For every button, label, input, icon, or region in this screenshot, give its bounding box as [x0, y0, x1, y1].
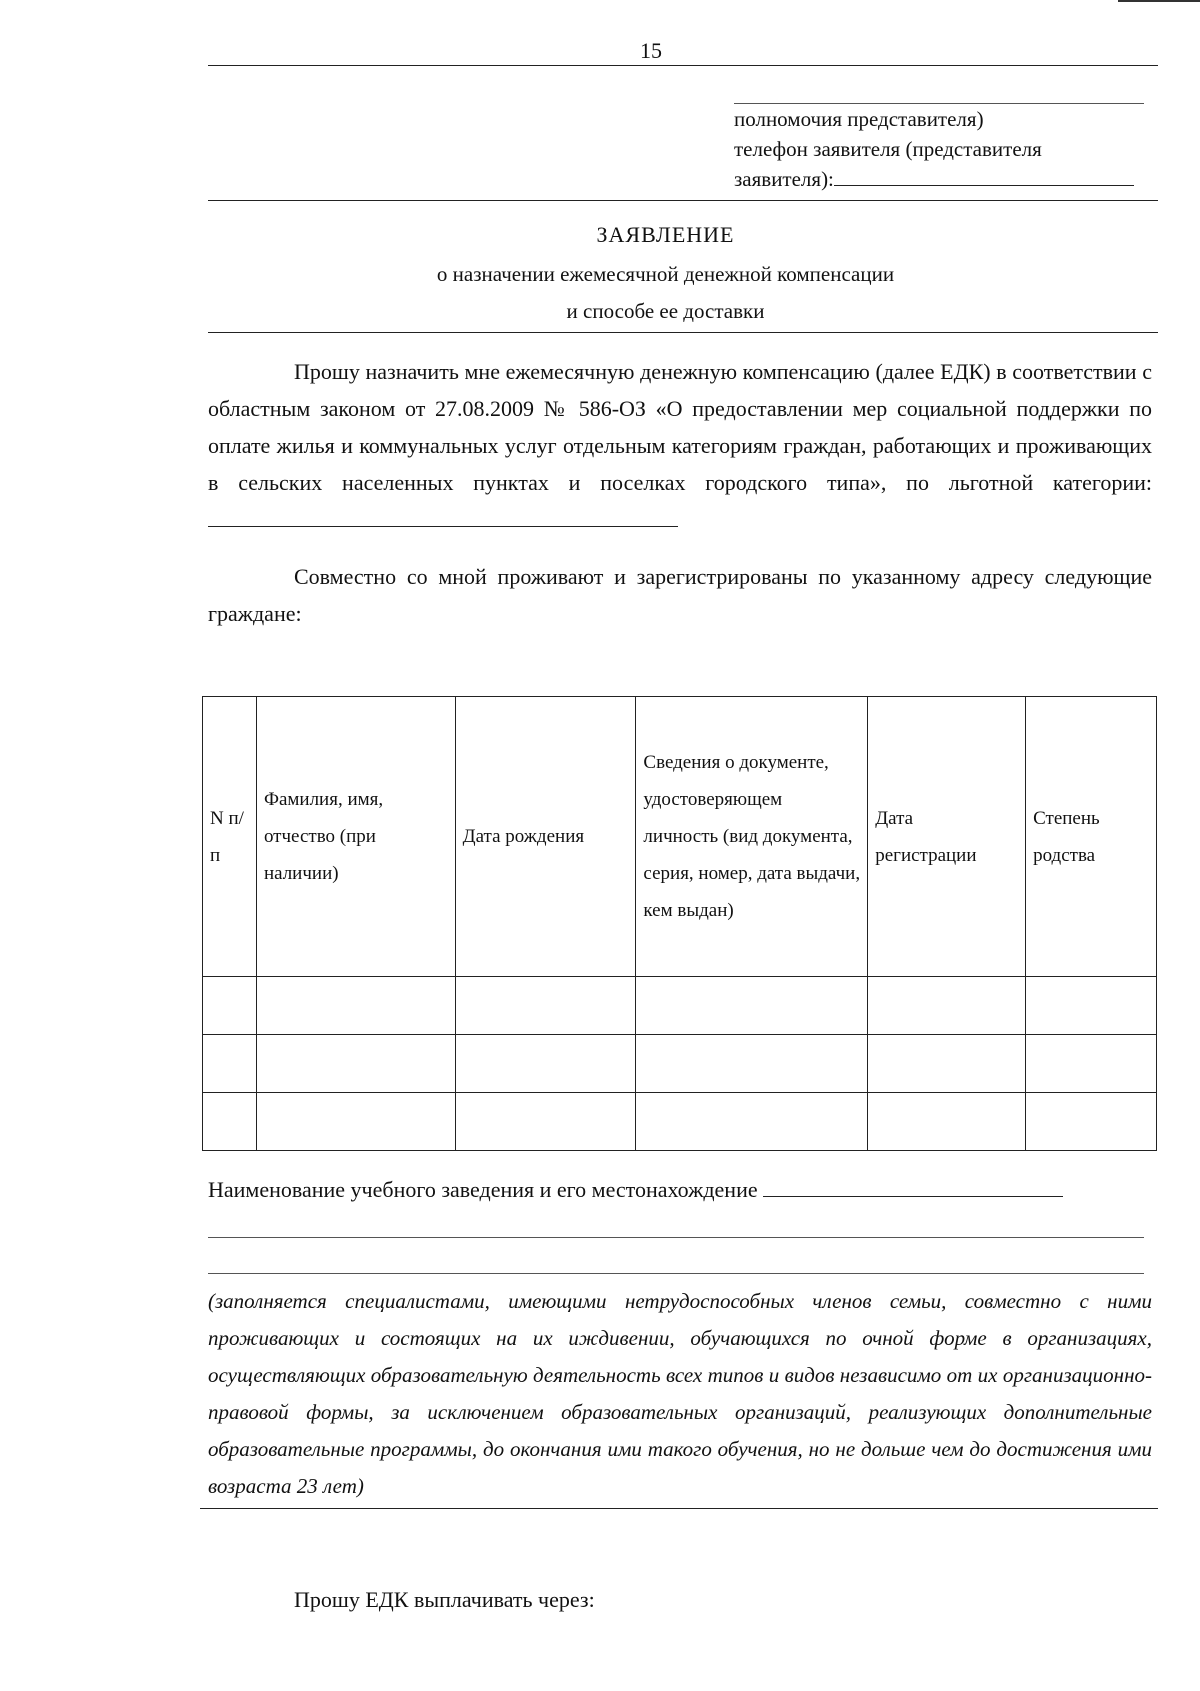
- note-rule: [200, 1508, 1158, 1509]
- document-subtitle-2: и способе ее доставки: [566, 299, 765, 323]
- section-rule-2: [208, 332, 1158, 333]
- request-text: Прошу назначить мне ежемесячную денежную компенсацию (далее ЕДК) в соответствии с областным законом от 27.08.2009 № 586-ОЗ «О предоставлении мер социальной поддержки по оплате жилья и коммунальных услуг отдельным категориям граждан, работающих и проживающих в сельских населенных пунктах и поселках городского типа», по льготной категории:: [208, 359, 1152, 495]
- cohabitants-table: [202, 696, 1157, 1151]
- institution-label: Наименование учебного заведения и его местонахождение: [208, 1177, 758, 1202]
- representative-block: [734, 104, 1134, 194]
- representative-line-3: [734, 164, 1134, 194]
- table-cell[interactable]: [1026, 977, 1157, 1035]
- table-cell[interactable]: [455, 977, 636, 1035]
- header-id-document: Сведения о документе, удостоверяющем личность (вид документа, серия, номер, дата выдачи, кем выдан): [636, 697, 868, 977]
- table-cell[interactable]: [203, 977, 257, 1035]
- request-paragraph: [208, 353, 1152, 538]
- institution-input-line[interactable]: [763, 1176, 1063, 1197]
- cohabitants-paragraph: Совместно со мной проживают и зарегистрированы по указанному адресу следующие граждане:: [208, 564, 1152, 626]
- document-title: ЗАЯВЛЕНИЕ: [596, 222, 735, 247]
- page-number: 15: [640, 38, 662, 63]
- table-row: [203, 1093, 1157, 1151]
- table-cell[interactable]: [868, 1093, 1026, 1151]
- payment-method-label: Прошу ЕДК выплачивать через:: [294, 1587, 595, 1612]
- phone-label: заявителя):: [734, 167, 834, 191]
- header-registration-date: Дата регистрации: [868, 697, 1026, 977]
- table-cell[interactable]: [256, 1035, 455, 1093]
- institution-row: [208, 1176, 1063, 1203]
- section-rule-1: [208, 200, 1158, 201]
- corner-mark: [1118, 0, 1200, 2]
- document-subtitle-1: о назначении ежемесячной денежной компенсации: [436, 262, 895, 286]
- table-cell[interactable]: [256, 977, 455, 1035]
- category-input-line[interactable]: [208, 506, 678, 527]
- table-cell[interactable]: [203, 1035, 257, 1093]
- table-row: [203, 1035, 1157, 1093]
- table-cell[interactable]: [256, 1093, 455, 1151]
- table-cell[interactable]: [1026, 1035, 1157, 1093]
- table-cell[interactable]: [868, 977, 1026, 1035]
- table-cell[interactable]: [455, 1093, 636, 1151]
- header-birth-date: Дата рождения: [455, 697, 636, 977]
- specialist-note: (заполняется специалистами, имеющими нетрудоспособных членов семьи, совместно с ними проживающих и состоящих на их иждивении, обучающихся по очной форме в организациях, осуществляющих образовательную деятельность всех типов и видов независимо от их организационно-правовой формы, за исключением образовательных организаций, реализующих дополнительные образовательные программы, до окончания ими такого обучения, но не дольше чем до достижения ими возраста 23 лет): [208, 1289, 1152, 1498]
- representative-line-1: полномочия представителя): [734, 107, 984, 131]
- phone-input-line[interactable]: [834, 165, 1134, 186]
- table-cell[interactable]: [636, 977, 868, 1035]
- table-cell[interactable]: [868, 1035, 1026, 1093]
- institution-input-line-3[interactable]: [208, 1273, 1144, 1274]
- representative-line-2: телефон заявителя (представителя: [734, 137, 1042, 161]
- table-cell[interactable]: [636, 1093, 868, 1151]
- header-number: N п/п: [203, 697, 257, 977]
- header-relationship: Степень родства: [1026, 697, 1157, 977]
- table-header-row: [203, 697, 1157, 977]
- table-cell[interactable]: [636, 1035, 868, 1093]
- table-cell[interactable]: [203, 1093, 257, 1151]
- header-rule: [208, 65, 1158, 66]
- table-cell[interactable]: [455, 1035, 636, 1093]
- header-full-name: Фамилия, имя, отчество (при наличии): [256, 697, 455, 977]
- institution-input-line-2[interactable]: [208, 1237, 1144, 1238]
- table-cell[interactable]: [1026, 1093, 1157, 1151]
- table-row: [203, 977, 1157, 1035]
